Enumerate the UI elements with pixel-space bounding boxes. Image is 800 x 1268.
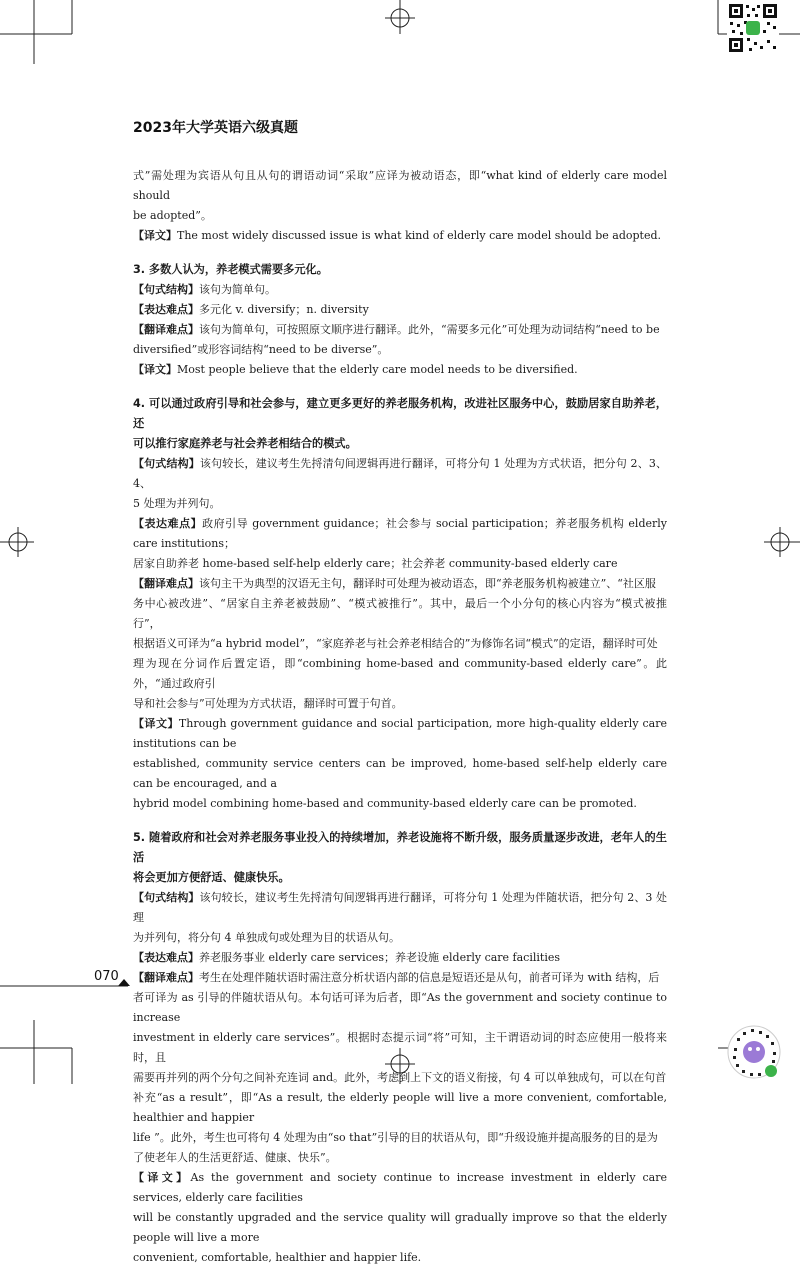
intro-note-line-2: be adopted”。 <box>133 209 212 222</box>
page-header-title: 2023年大学英语六级真题 <box>133 120 298 136</box>
section-4-translation-line-2: established, community service centers can be improved, home-based self-help elderly care can be encouraged, and a <box>133 757 667 790</box>
section-5-expression: 【表达难点】养老服务事业 elderly care services；养老设施 elderly care facilities <box>133 951 560 964</box>
main-content <box>133 166 667 1268</box>
section-4-expression: 【表达难点】政府引导 government guidance；社会参与 social participation；养老服务机构 elderly care institutions； <box>133 517 667 550</box>
section-4-expression-cont: 居家自助养老 home-based self-help elderly care；社会养老 community-based elderly care <box>133 557 618 570</box>
section-5-translation: 【译文】As the government and society continue to increase investment in elderly care services, elderly care facilities <box>133 1171 667 1204</box>
section-5-structure-cont: 为并列句，将分句 4 单独成句或处理为目的状语从句。 <box>133 931 400 944</box>
page-number: 070 <box>94 969 119 984</box>
intro-translation <box>133 226 667 246</box>
section-5-difficulty-line-7: 了使老年人的生活更舒适、健康、快乐”。 <box>133 1151 337 1164</box>
translation-tag: 【译文】 <box>133 229 177 242</box>
mini-program-code-icon <box>727 1024 781 1080</box>
section-3-structure: 【句式结构】该句为简单句。 <box>133 283 276 296</box>
section-3-difficulty: 【翻译难点】该句为简单句，可按照原文顺序进行翻译。此外，“需要多元化”可处理为动词结构“need to be <box>133 323 660 336</box>
intro-note-line-1: 式”需处理为宾语从句且从句的谓语动词“采取”应译为被动语态，即“what kind of elderly care model should <box>133 169 667 202</box>
section-4-translation: 【译文】Through government guidance and social participation, more high-quality elderly care institutions can be <box>133 717 667 750</box>
section-title-4-cont: 可以推行家庭养老与社会养老相结合的模式。 <box>133 437 357 450</box>
section-4-difficulty-line-4: 理为现在分词作后置定语，即“combining home-based and community-based elderly care”。此外，“通过政府引 <box>133 657 667 690</box>
section-5-structure: 【句式结构】该句较长，建议考生先捋清句间逻辑再进行翻译，可将分句 1 处理为伴随状语，把分句 2、3 处理 <box>133 891 668 924</box>
section-4-difficulty: 【翻译难点】该句主干为典型的汉语无主句，翻译时可处理为被动语态，即“养老服务机构被建立”、“社区服 <box>133 577 656 590</box>
section-4-structure: 【句式结构】该句较长，建议考生先捋清句间逻辑再进行翻译，可将分句 1 处理为方式状语，把分句 2、3、4、 <box>133 457 667 490</box>
section-4-difficulty-line-2: 务中心被改进”、“居家自主养老被鼓励”、“模式被推行”。其中，最后一个小分句的核心内容为“模式被推行”， <box>133 597 667 630</box>
section-4-difficulty-line-5: 导和社会参与”可处理为方式状语，翻译时可置于句首。 <box>133 697 403 710</box>
translation-text: The most widely discussed issue is what kind of elderly care model should be adopted. <box>177 229 662 242</box>
qr-code-icon <box>727 2 779 54</box>
section-5-translation-line-2: will be constantly upgraded and the service quality will gradually improve so that the elderly people will live a more <box>133 1211 667 1244</box>
section-title-5: 5. 随着政府和社会对养老服务事业投入的持续增加，养老设施将不断升级，服务质量逐步改进，老年人的生活 <box>133 831 667 864</box>
section-3-difficulty-cont: diversified”或形容词结构“need to be diverse”。 <box>133 343 389 356</box>
section-5-translation-line-3: convenient, comfortable, healthier and happier life. <box>133 1251 422 1264</box>
section-title-3: 3. 多数人认为，养老模式需要多元化。 <box>133 263 328 276</box>
section-5-difficulty-line-3: investment in elderly care services”。根据时态提示词“将”可知，主干谓语动词的时态应使用一般将来时，且 <box>133 1031 667 1064</box>
section-5-difficulty-line-2: 者可译为 as 引导的伴随状语从句。本句话可译为后者，即“As the government and society continue to increase <box>133 991 667 1024</box>
section-title-5-cont: 将会更加方便舒适、健康快乐。 <box>133 871 290 884</box>
section-3-expression: 【表达难点】多元化 v. diversify；n. diversity <box>133 303 369 316</box>
section-3-translation: 【译文】Most people believe that the elderly care model needs to be diversified. <box>133 363 578 376</box>
section-4-difficulty-line-3: 根据语义可译为“a hybrid model”，“家庭养老与社会养老相结合的”为修饰名词“模式”的定语，翻译时可处 <box>133 637 658 650</box>
section-5-difficulty-line-4: 需要再并列的两个分句之间补充连词 and。此外，考虑到上下文的语义衔接，句 4 可以单独成句，可以在句首 <box>133 1071 667 1084</box>
section-title-4: 4. 可以通过政府引导和社会参与，建立更多更好的养老服务机构，改进社区服务中心，鼓励居家自助养老，还 <box>133 397 667 430</box>
section-5-difficulty: 【翻译难点】考生在处理伴随状语时需注意分析状语内部的信息是短语还是从句，前者可译为 with 结构，后 <box>133 971 660 984</box>
section-5-difficulty-line-6: life ”。此外，考生也可将句 4 处理为由“so that”引导的目的状语从句，即“升级设施并提高服务的目的是为 <box>133 1131 658 1144</box>
section-5-difficulty-line-5: 补充“as a result”，即“As a result, the elderly people will live a more convenient, comfortable, healthier and happier <box>133 1091 667 1124</box>
section-4-structure-cont: 5 处理为并列句。 <box>133 497 221 510</box>
section-4-translation-line-3: hybrid model combining home-based and community-based elderly care can be promoted. <box>133 797 637 810</box>
